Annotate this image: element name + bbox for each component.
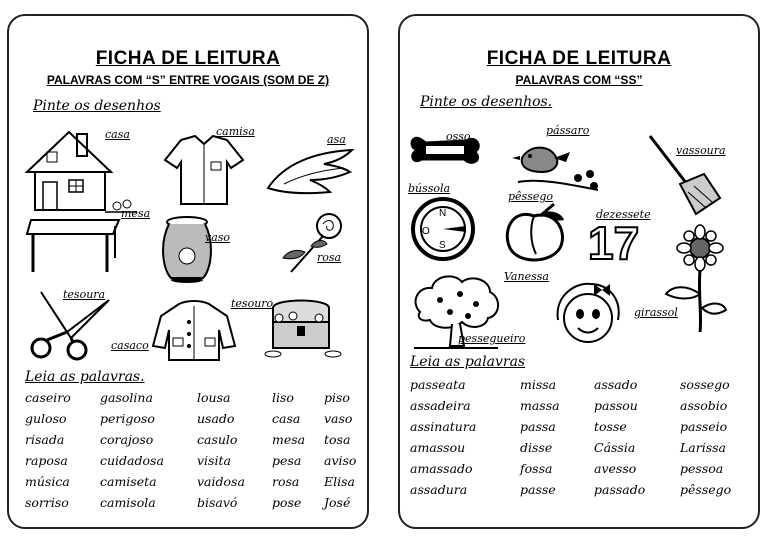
word: passe [520, 482, 556, 497]
word: tosse [594, 419, 627, 434]
word: missa [520, 377, 557, 392]
number-17: 17 [588, 217, 640, 269]
sunflower-drawing [662, 224, 728, 336]
rose-drawing [277, 208, 351, 278]
word: corajoso [100, 432, 154, 447]
left-read-heading: Leia as palavras. [25, 369, 145, 385]
label-girassol: girassol [634, 306, 678, 319]
word: risada [25, 432, 65, 447]
vase-drawing [157, 214, 217, 284]
word: disse [520, 440, 553, 455]
word: massa [520, 398, 560, 413]
svg-text:N: N [439, 208, 447, 219]
word: caseiro [25, 390, 71, 405]
label-asa: asa [327, 133, 346, 146]
label-tesouro: tesouro [231, 297, 274, 310]
word: passa [520, 419, 556, 434]
label-vassoura: vassoura [676, 144, 726, 157]
left-subtitle: PALAVRAS COM “S” ENTRE VOGAIS (SOM DE Z) [46, 73, 330, 87]
label-pessegueiro: pessegueiro [458, 332, 526, 345]
label-tesoura: tesoura [63, 288, 106, 301]
word: guloso [25, 411, 67, 426]
label-mesa: mesa [121, 207, 151, 220]
girl-face-drawing [550, 280, 626, 350]
word: rosa [272, 474, 300, 489]
word: sorriso [25, 495, 69, 510]
word: vaso [324, 411, 353, 426]
word: assado [594, 377, 638, 392]
peach-drawing [500, 202, 572, 266]
label-osso: osso [446, 130, 471, 143]
right-title: FICHA DE LEITURA [486, 48, 672, 69]
word: pose [272, 495, 302, 510]
word: visita [197, 453, 231, 468]
label-vaso: vaso [205, 231, 231, 244]
word: sossego [680, 377, 730, 392]
word: camiseta [100, 474, 157, 489]
word: casulo [197, 432, 238, 447]
right-subtitle: PALAVRAS COM “SS” [515, 73, 643, 87]
word: cuidadosa [100, 453, 164, 468]
label-casaco: casaco [111, 339, 149, 352]
label-pessego: pêssego [508, 190, 554, 203]
word: Cássia [594, 440, 636, 455]
label-passaro: pássaro [546, 124, 590, 137]
word: passeata [410, 377, 466, 392]
word: passou [594, 398, 638, 413]
word: passado [594, 482, 646, 497]
word: assinatura [410, 419, 477, 434]
word: assadeira [410, 398, 471, 413]
svg-text:S: S [439, 240, 446, 251]
word: pêssego [680, 482, 732, 497]
label-casa: casa [105, 128, 130, 141]
right-word-grid [410, 374, 760, 500]
label-bussola: bússola [408, 182, 451, 195]
word: Elisa [324, 474, 355, 489]
left-worksheet [7, 14, 369, 529]
word: casa [272, 411, 301, 426]
word: liso [272, 390, 294, 405]
word: música [25, 474, 70, 489]
word: gasolina [100, 390, 153, 405]
word: camisola [100, 495, 156, 510]
wing-drawing [264, 144, 356, 196]
shirt-drawing [161, 134, 247, 206]
word: fossa [520, 461, 553, 476]
label-vanessa: Vanessa [504, 270, 549, 283]
word: bisavó [197, 495, 238, 510]
word: passeio [680, 419, 728, 434]
word: piso [324, 390, 350, 405]
word: vaidosa [197, 474, 245, 489]
bird-drawing [508, 134, 604, 196]
right-read-heading: Leia as palavras [410, 354, 526, 370]
word: usado [197, 411, 235, 426]
left-title: FICHA DE LEITURA [95, 48, 281, 69]
word: Larissa [680, 440, 727, 455]
right-paint-heading: Pinte os desenhos. [420, 94, 553, 110]
left-word-grid [25, 387, 369, 513]
label-camisa: camisa [216, 125, 255, 138]
svg-text:O: O [422, 226, 430, 237]
word: mesa [272, 432, 306, 447]
label-dezessete: dezessete [596, 208, 651, 221]
table-drawing [23, 212, 125, 274]
compass-drawing [410, 196, 476, 262]
word: amassou [410, 440, 466, 455]
label-rosa: rosa [317, 251, 342, 264]
word: avesso [594, 461, 637, 476]
word: perigoso [100, 411, 155, 426]
word: pessoa [680, 461, 724, 476]
word: aviso [324, 453, 357, 468]
right-worksheet [398, 14, 760, 529]
word: José [324, 495, 351, 510]
word: pesa [272, 453, 302, 468]
word: assobio [680, 398, 728, 413]
word: assadura [410, 482, 468, 497]
coat-drawing [149, 298, 239, 364]
word: raposa [25, 453, 68, 468]
word: lousa [197, 390, 231, 405]
left-paint-heading: Pinte os desenhos [33, 98, 161, 114]
word: amassado [410, 461, 473, 476]
word: tosa [324, 432, 351, 447]
